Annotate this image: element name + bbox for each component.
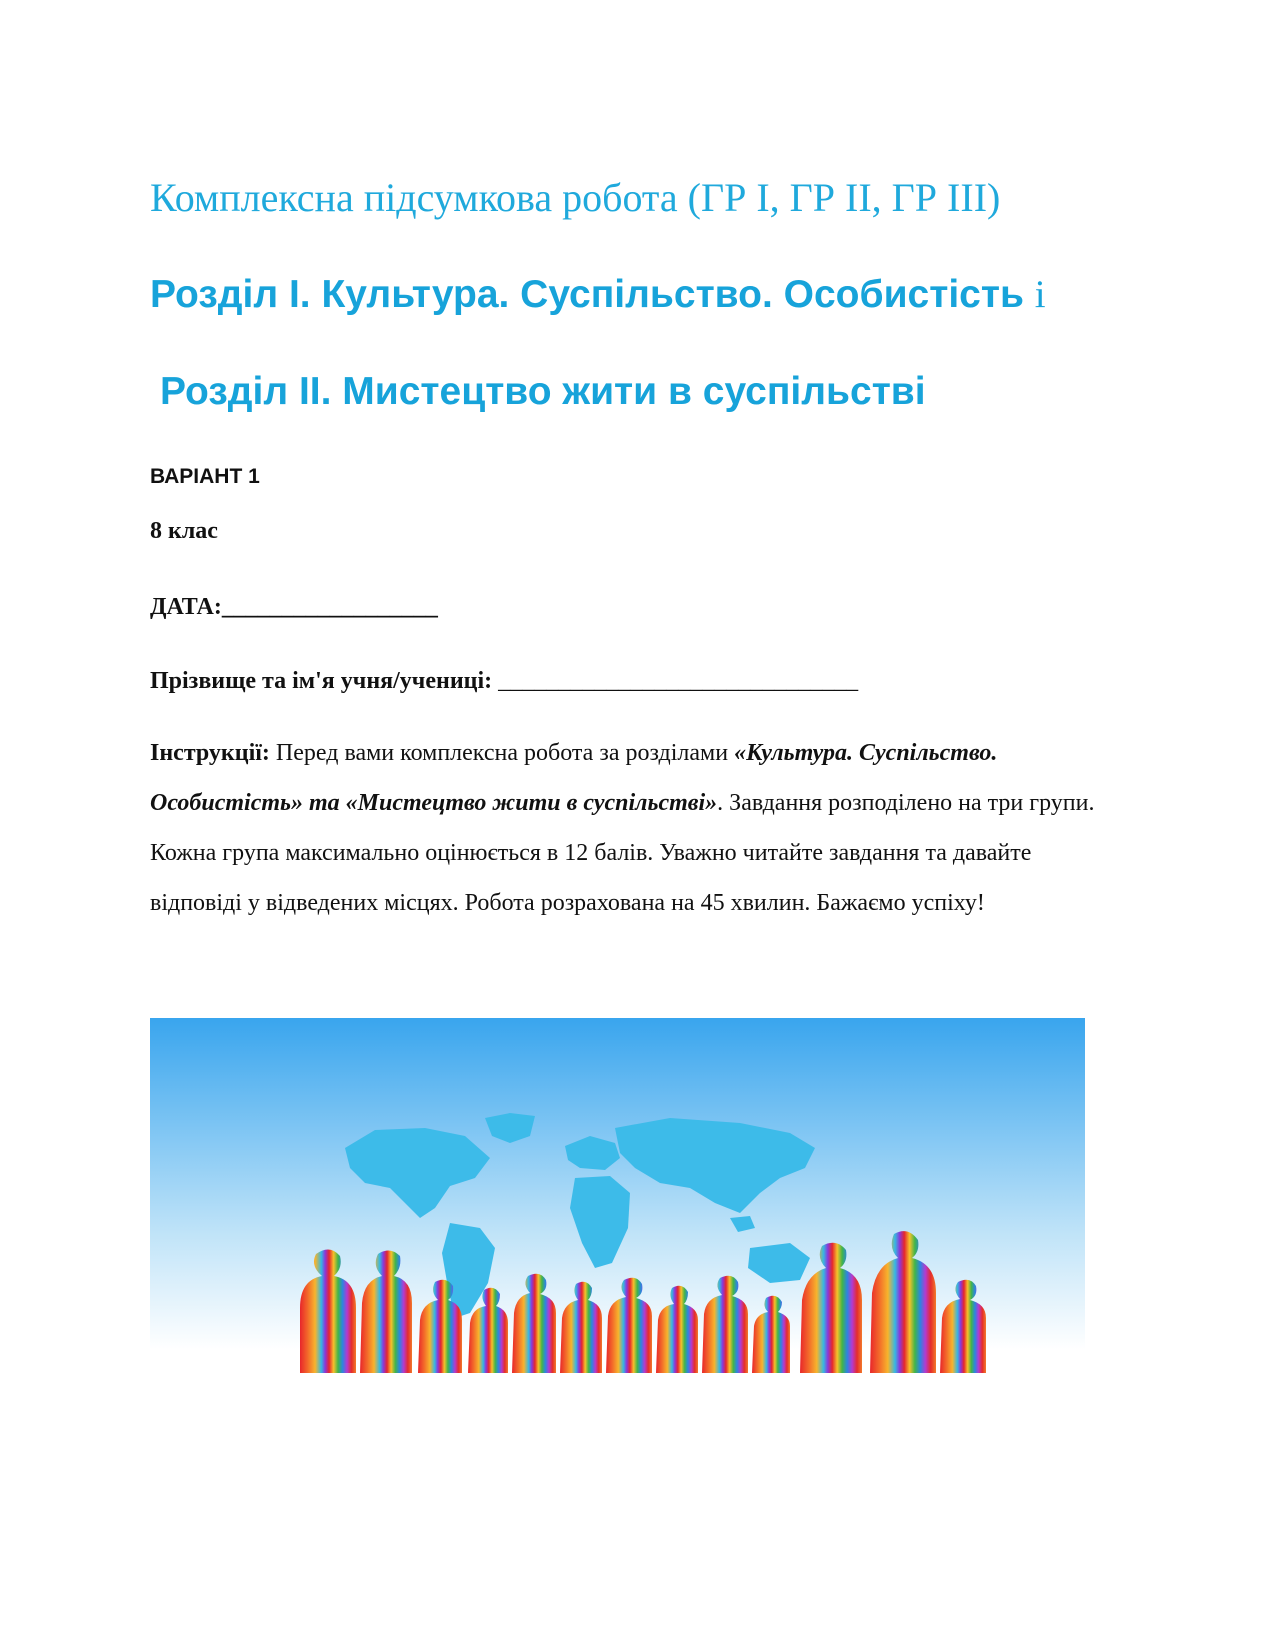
student-name-field [150,668,858,695]
instructions-intro: Перед вами комплексна робота за розділами [269,740,735,766]
student-name-blank-line: ______________________________ [498,668,859,694]
variant-label: ВАРІАНТ 1 [150,465,260,488]
instructions-body: Завдання розподілено на три групи. Кожна група максимально оцінюється в 12 балів. Уважно читайте завдання та давайте відповіді у відведених місцях. Робота розрахована на 45 хвилин. Бажаємо успіху! [150,790,1095,916]
date-field [150,594,438,621]
section-1-text: Розділ І. Культура. Суспільство. Особистість [150,273,1024,316]
world-map-people-image [150,1018,1085,1408]
instructions-paragraph [150,728,1120,928]
student-name-label: Прізвище та ім'я учня/учениці: [150,668,493,694]
instructions-label: Інструкції: [150,740,270,766]
instructions-dot: . [717,790,724,816]
date-label: ДАТА: [150,594,222,620]
document-title: Комплексна підсумкова робота (ГР І, ГР ІІ, ГР ІІІ) [150,175,1001,220]
section-1-heading [150,272,1046,317]
grade-label: 8 клас [150,518,218,544]
section-2-heading: Розділ ІІ. Мистецтво жити в суспільстві [160,370,926,413]
date-blank-line: __________________ [221,594,438,620]
world-map-people-icon [150,1018,1085,1408]
instructions-sections: «Культура. Суспільство. Особистість» та «Мистецтво жити в суспільстві» [150,740,998,816]
section-1-conjunction: і [1034,273,1046,316]
